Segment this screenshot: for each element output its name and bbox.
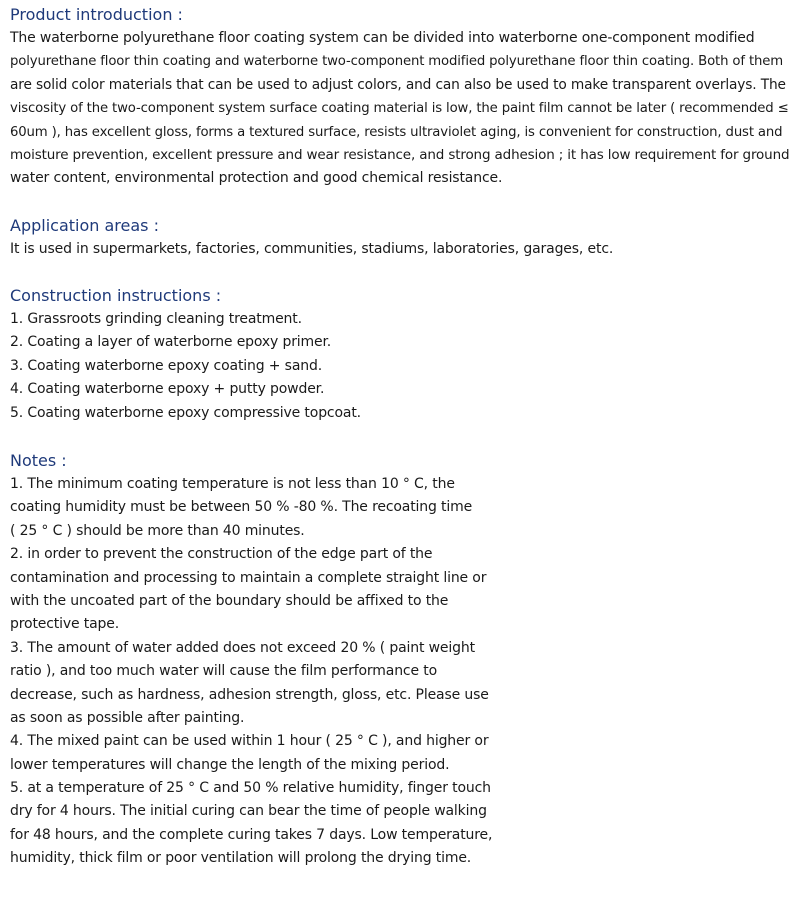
application-areas-heading: Application areas : <box>10 216 159 235</box>
note-line: humidity, thick film or poor ventilation will prolong the drying time. <box>10 850 472 867</box>
instruction-step: 2. Coating a layer of waterborne epoxy primer. <box>10 334 332 351</box>
instruction-step: 1. Grassroots grinding cleaning treatment. <box>10 311 302 327</box>
notes-heading: Notes : <box>10 451 67 470</box>
instruction-step: 3. Coating waterborne epoxy coating + sand. <box>10 357 323 374</box>
note-line: 1. The minimum coating temperature is not less than 10 ° C, the <box>10 476 455 492</box>
construction-instructions-section <box>10 284 790 425</box>
product-introduction-heading: Product introduction : <box>10 5 183 24</box>
paragraph-line: water content, environmental protection and good chemical resistance. <box>10 170 503 187</box>
note-line: 2. in order to prevent the construction of the edge part of the <box>10 546 433 563</box>
paragraph-line: are solid color materials that can be used to adjust colors, and can also be used to make transparent overlays. The <box>10 76 786 93</box>
instruction-step: 4. Coating waterborne epoxy + putty powder. <box>10 381 325 398</box>
note-line: dry for 4 hours. The initial curing can bear the time of people walking <box>10 803 487 820</box>
note-line: 4. The mixed paint can be used within 1 hour ( 25 ° C ), and higher or <box>10 733 489 750</box>
note-line: as soon as possible after painting. <box>10 709 245 726</box>
paragraph-line: It is used in supermarkets, factories, communities, stadiums, laboratories, garages, etc. <box>10 241 614 257</box>
note-line: with the uncoated part of the boundary should be affixed to the <box>10 592 449 609</box>
note-line: ratio ), and too much water will cause the film performance to <box>10 663 437 680</box>
paragraph-line: 60um ), has excellent gloss, forms a textured surface, resists ultraviolet aging, is convenient for construction, dust and <box>10 124 783 140</box>
note-line: protective tape. <box>10 616 120 633</box>
product-introduction-section <box>10 3 790 191</box>
paragraph-line: viscosity of the two-component system surface coating material is low, the paint film cannot be later ( recommended ≤ <box>10 101 789 117</box>
paragraph-line: The waterborne polyurethane floor coating system can be divided into waterborne one-component modified <box>10 30 755 46</box>
note-line: contamination and processing to maintain a complete straight line or <box>10 569 487 586</box>
application-areas-section <box>10 214 790 261</box>
instruction-step: 5. Coating waterborne epoxy compressive topcoat. <box>10 404 361 421</box>
construction-instructions-heading: Construction instructions : <box>10 286 222 305</box>
note-line: ( 25 ° C ) should be more than 40 minutes. <box>10 522 305 539</box>
notes-section <box>10 449 790 871</box>
note-line: 3. The amount of water added does not exceed 20 % ( paint weight <box>10 639 475 656</box>
note-line: decrease, such as hardness, adhesion strength, gloss, etc. Please use <box>10 686 489 703</box>
note-line: 5. at a temperature of 25 ° C and 50 % relative humidity, finger touch <box>10 780 491 797</box>
paragraph-line: polyurethane floor thin coating and waterborne two-component modified polyurethane floor thin coating. Both of them <box>10 54 784 70</box>
note-line: for 48 hours, and the complete curing takes 7 days. Low temperature, <box>10 826 493 843</box>
note-line: coating humidity must be between 50 % -80 %. The recoating time <box>10 499 473 516</box>
note-line: lower temperatures will change the length of the mixing period. <box>10 756 450 773</box>
paragraph-line: moisture prevention, excellent pressure and wear resistance, and strong adhesion ; it has low requirement for ground <box>10 146 790 163</box>
